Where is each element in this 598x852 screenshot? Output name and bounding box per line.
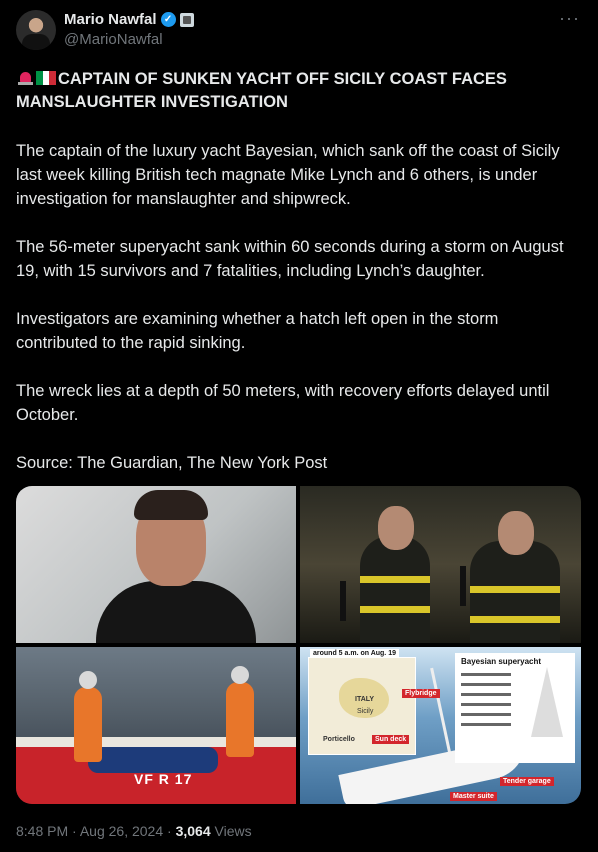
post-paragraph-1: The captain of the luxury yacht Bayesian, which sank off the coast of Sicily last week killing British tech magnate Mike Lynch and 6 others, is under investigation for manslaughter and shipwreck. [16, 142, 560, 208]
author-display-name[interactable]: Mario Nawfal [64, 11, 157, 28]
media-photo-wetsuit-man[interactable] [16, 486, 296, 643]
infographic-flybridge-label: Flybridge [402, 689, 440, 698]
post-date[interactable]: Aug 26, 2024 [79, 823, 164, 839]
post-meta [16, 823, 252, 839]
infographic-porticello-label: Porticello [323, 736, 355, 743]
post-time[interactable]: 8:48 PM [16, 823, 69, 839]
meta-separator: · [72, 823, 77, 839]
author-avatar[interactable] [16, 10, 56, 50]
author-handle[interactable]: @MarioNawfal [64, 31, 163, 48]
infographic-spec-card [455, 653, 575, 763]
infographic-time-label: around 5 a.m. on Aug. 19 [310, 649, 399, 658]
post-headline: CAPTAIN OF SUNKEN YACHT OFF SICILY COAST FACES MANSLAUGHTER INVESTIGATION [16, 70, 507, 111]
post-source: Source: The Guardian, The New York Post [16, 454, 328, 472]
infographic-sicily-label: Sicily [357, 708, 374, 715]
infographic-italy-label: ITALY [355, 696, 375, 703]
infographic-title: Bayesian superyacht [461, 657, 542, 666]
media-grid [16, 486, 581, 804]
infographic-tender-garage-label: Tender garage [500, 777, 554, 786]
more-options-icon[interactable]: ··· [559, 8, 580, 28]
verified-badge-icon[interactable]: ✓ [161, 12, 176, 27]
affiliation-badge-icon[interactable] [180, 13, 194, 27]
infographic-sundeck-label: Sun deck [372, 735, 409, 744]
media-photo-rescue-boat[interactable] [16, 647, 296, 804]
post-paragraph-4: The wreck lies at a depth of 50 meters, with recovery efforts delayed until October. [16, 382, 550, 424]
media-photo-press-conference[interactable] [300, 486, 581, 643]
post-paragraph-3: Investigators are examining whether a hatch left open in the storm contributed to the rapid sinking. [16, 310, 499, 352]
views-count: 3,064 [175, 823, 211, 839]
boat-registration-text: VF R 17 [134, 771, 193, 787]
post-paragraph-2: The 56-meter superyacht sank within 60 seconds during a storm on August 19, with 15 survivors and 7 fatalities, including Lynch’s daughter. [16, 238, 564, 280]
meta-separator: · [167, 823, 172, 839]
infographic-master-suite-label: Master suite [450, 792, 497, 801]
author-name-row [64, 11, 194, 28]
views-label: Views [214, 823, 252, 839]
media-infographic-yacht[interactable] [300, 647, 581, 804]
